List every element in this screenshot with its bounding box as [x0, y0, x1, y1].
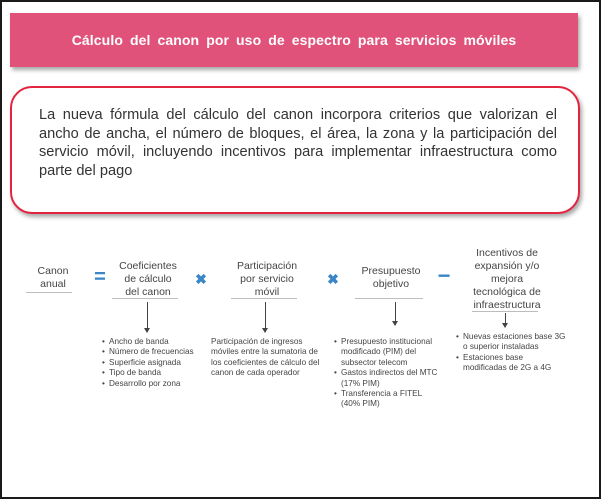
list-item: • Gastos indirectos del MTC (17% PIM) [334, 368, 442, 389]
list-item: • Desarrollo por zona [102, 379, 207, 389]
separator-line [231, 298, 297, 299]
coeficientes-label: Coeficientes de cálculo del canon [119, 260, 177, 298]
arrow-down-icon [505, 313, 506, 327]
summary-text: La nueva fórmula del cálculo del canon incorpora criterios que valorizan el ancho de ancha, el número de bloques, el área, la zona y la participación del servicio móvil, incluyendo incentivos para implementar infraestructura como parte del pago [39, 107, 557, 179]
presupuesto-label: Presupuesto objetivo [361, 265, 421, 290]
list-item: • Estaciones base modificadas de 2G a 4G [456, 353, 566, 374]
separator-line [112, 298, 178, 299]
arrow-down-icon [395, 302, 396, 325]
list-item: • Presupuesto institucional modificado (PIM) del subsector telecom [334, 337, 442, 368]
incentivos-details [456, 332, 566, 374]
separator-line [26, 292, 72, 293]
incentivos-label: Incentivos de expansión y/o mejora tecnológica de infraestructura [473, 247, 541, 311]
list-item: • Transferencia a FITEL (40% PIM) [334, 389, 442, 410]
slide-title: Cálculo del canon por uso de espectro para servicios móviles [71, 32, 517, 48]
coeficientes-details [102, 337, 207, 389]
list-item: • Nuevas estaciones base 3G o superior instaladas [456, 332, 566, 353]
separator-line [355, 298, 423, 299]
multiply-operator-2: ✖ [327, 271, 339, 287]
presupuesto-details [334, 337, 442, 410]
list-item: • Ancho de banda [102, 337, 207, 347]
canon-anual-label: Canon anual [37, 265, 69, 290]
participacion-label: Participación por servicio móvil [236, 260, 298, 298]
list-item: • Superficie asignada [102, 358, 207, 368]
equals-operator: = [94, 266, 106, 288]
list-item: • Número de frecuencias [102, 347, 207, 357]
minus-operator: − [437, 263, 451, 288]
arrow-down-icon [265, 302, 266, 332]
participacion-description: Participación de ingresos móviles entre la sumatoria de los coeficientes de cálculo del canon de cada operador [211, 337, 320, 378]
arrow-down-icon [147, 302, 148, 332]
list-item: • Tipo de banda [102, 368, 207, 378]
multiply-operator-1: ✖ [195, 271, 207, 287]
separator-line [472, 311, 538, 312]
